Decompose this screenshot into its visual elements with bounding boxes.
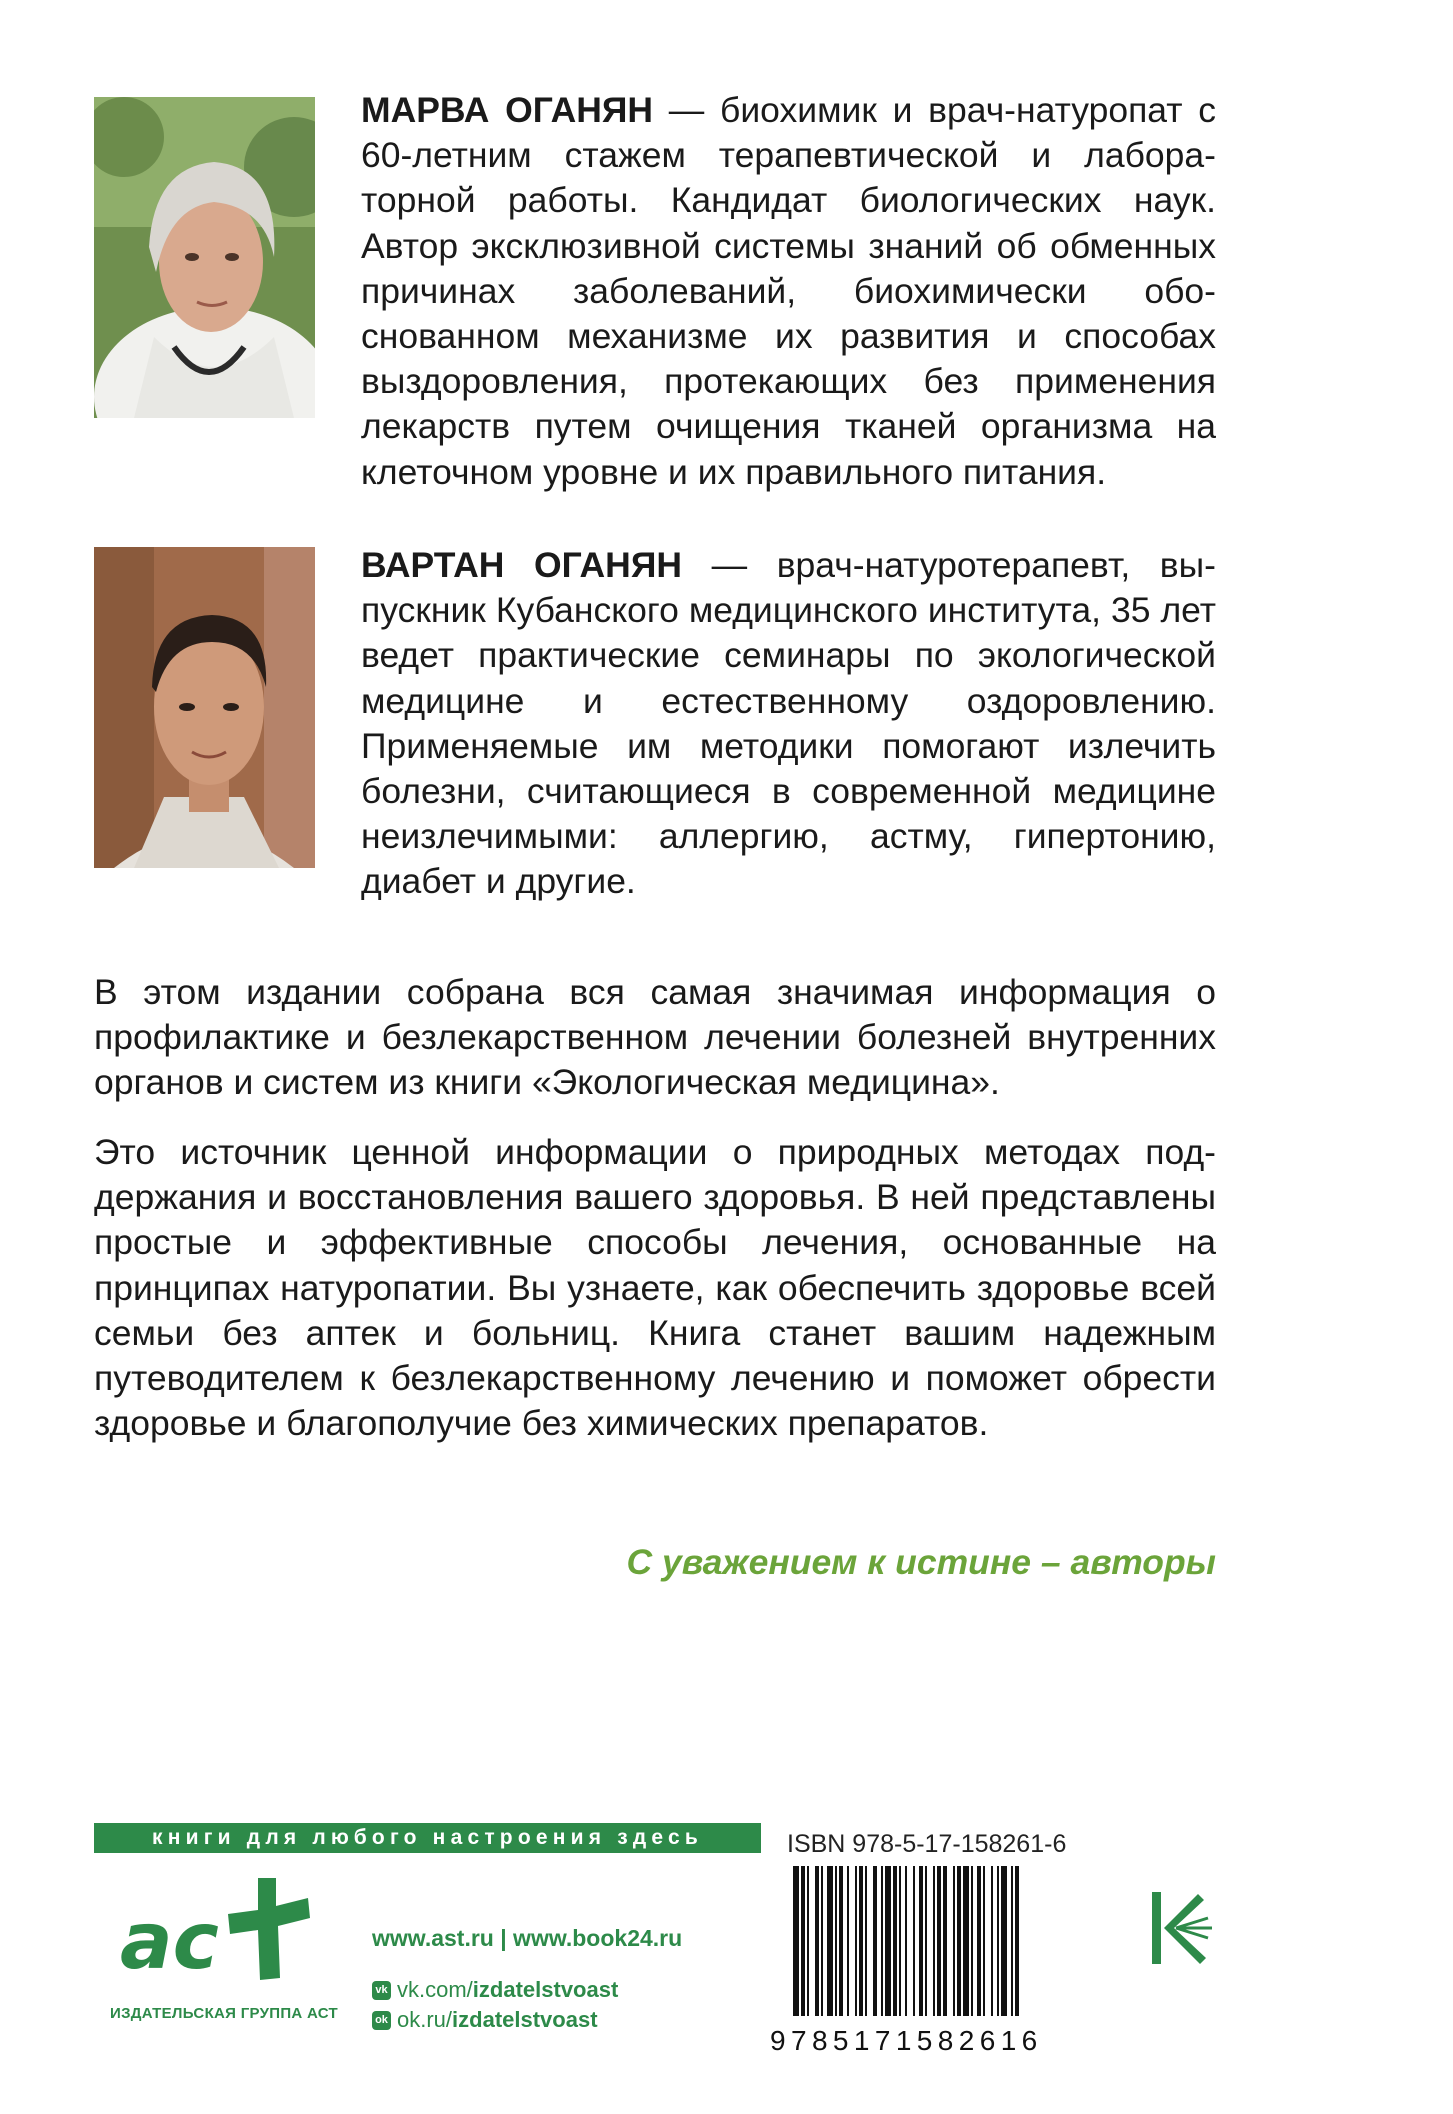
ok-icon: ok (372, 2011, 391, 2030)
author-photo-marva (94, 97, 315, 418)
vk-handle: izdatelstvoast (472, 1977, 619, 2002)
ast-logo (118, 1868, 328, 1988)
k-logo (1150, 1888, 1216, 1968)
signature: С уважением к истине – авторы (626, 1542, 1216, 1582)
vk-prefix: vk.com/ (397, 1977, 473, 2002)
author-name: ВАРТАН ОГАНЯН (361, 545, 682, 585)
author-photo-vartan (94, 547, 315, 868)
author-bio-marva (361, 88, 1216, 495)
description-paragraph-1: В этом издании собрана вся самая значимая информация о профилактике и безлекарственном лечении болезней внутренних органов и систем из книги «Экологическая медицина». (94, 972, 1216, 1103)
author-bio-vartan (361, 543, 1216, 905)
website-links[interactable]: www.ast.ru | www.book24.ru (372, 1925, 683, 1951)
ok-handle: izdatelstvoast (452, 2007, 598, 2032)
ok-link[interactable] (372, 2007, 598, 2033)
vk-icon: vk (372, 1981, 391, 2000)
slogan-bar: книги для любого настроения здесь (94, 1823, 761, 1853)
svg-text:ас: ас (120, 1897, 219, 1987)
description-paragraph-2: Это источник ценной информации о природных методах поддержания и восстановления вашего здоровья. В ней представлены простые и эффективные способы лечения, основанные на принципах натуропатии. Вы узнаете, как обеспечить здоровье всей семьи без аптек и больниц. Книга станет вашим надежным путеводителем к безлекарственному лечению и поможет обрести здоровье и благополучие без химических препаратов. (94, 1132, 1216, 1444)
isbn: ISBN 978-5-17-158261-6 (787, 1830, 1067, 1858)
barcode-digits: 9785171582616 (770, 2025, 1043, 2056)
author-description: — биохимик и врач-натуропат с 60-летним стажем терапевтической и лабораторной работы. Кандидат биологических наук. Автор эксклюзивной системы знаний об обменных причинах заболеваний, биохимически обоснованном механизме их развития и способах выздоровления, протекающих без применения лекарств путем очищения тканей организма на клеточном уровне и их правильного питания. (361, 90, 1216, 492)
ok-prefix: ok.ru/ (397, 2007, 453, 2032)
barcode (785, 1866, 1095, 2051)
author-name: МАРВА ОГАНЯН (361, 90, 654, 130)
author-description: — врач-натуротерапевт, выпускник Кубанского медицинского института, 35 лет ведет практические семинары по экологической медицине и естественному оздоровлению. Применяемые им методики помогают излечить болезни, считающиеся в современной медицине неизлечимыми: аллергию, астму, гипертонию, диабет и другие. (361, 545, 1216, 902)
publisher-name: ИЗДАТЕЛЬСКАЯ ГРУППА АСТ (109, 2005, 338, 2022)
vk-link[interactable] (372, 1977, 618, 2003)
